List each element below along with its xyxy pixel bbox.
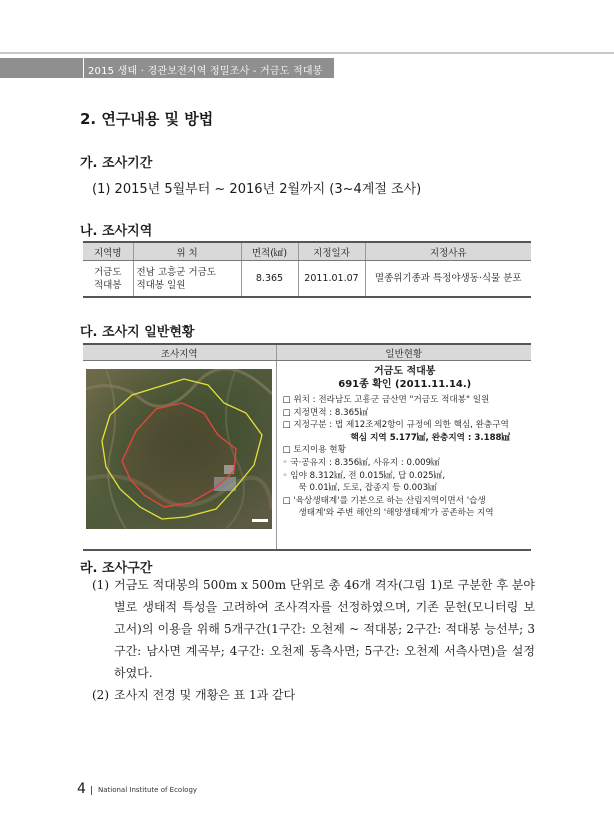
col-header-site: 조사지역 xyxy=(83,344,276,361)
overview-cell xyxy=(276,361,531,551)
running-title: 2015 생태 · 경관보전지역 정밀조사 - 거금도 적대봉 xyxy=(88,66,323,77)
paragraph-1 xyxy=(92,574,535,684)
cell-reason: 멸종위기종과 특정야생동·식물 분포 xyxy=(365,261,531,298)
col-header-date: 지정일자 xyxy=(298,242,365,261)
section-ra-title: 라. 조사구간 xyxy=(80,561,153,576)
cell-date: 2011.01.07 xyxy=(298,261,365,298)
col-header-area: 면적(㎢) xyxy=(241,242,298,261)
page-number: 4 xyxy=(77,781,86,797)
paragraph-2 xyxy=(92,684,535,706)
info-location: □ 위치 : 전라남도 고흥군 금산면 "거금도 적대봉" 일원 xyxy=(282,395,490,405)
cell-area: 8.365 xyxy=(241,261,298,298)
table-row xyxy=(83,261,531,298)
col-header-location: 위 치 xyxy=(133,242,241,261)
section-2-title: 2. 연구내용 및 방법 xyxy=(80,110,214,128)
paragraph-1-text: 거금도 적대봉의 500m x 500m 단위로 총 46개 격자(그림 1)로 구분한 후 분야별로 생태적 특성을 고려하여 조사격자를 선정하였으며, 기존 문헌(모니터링 보고서)의 이용을 위해 5개구간(1구간: 오천제 ~ 적대봉; 2구간: 적대봉 능선부; 3구간: 남사면 계곡부; 4구간: 오천제 동측사면; 5구간: 오천제 서측사면)을 설정하였다. xyxy=(114,578,535,680)
paragraph-1-num: (1) xyxy=(92,578,109,592)
header-rule xyxy=(0,52,614,54)
info-ecosystem: □ '육상생태계'를 기본으로 하는 산림지역이면서 '습생 xyxy=(282,495,486,506)
cell-name: 거금도 적대봉 xyxy=(83,261,133,298)
footer-org: National Institute of Ecology xyxy=(98,786,198,794)
col-header-overview: 일반현황 xyxy=(276,344,531,361)
species-count: 691종 확인 (2011.11.14.) xyxy=(338,379,472,390)
info-area: □ 지정면적 : 8.365㎢ xyxy=(282,407,369,418)
paragraph-2-text: 조사지 전경 및 개황은 표 1과 같다 xyxy=(114,688,296,702)
survey-area-table xyxy=(83,241,531,298)
col-header-reason: 지정사유 xyxy=(365,242,531,261)
site-name: 거금도 적대봉 xyxy=(374,366,436,377)
info-landuse: □ 토지이용 현황 xyxy=(282,445,346,456)
info-landtype: ◦ 임야 8.312㎢, 전 0.015㎢, 답 0.025㎢, xyxy=(282,470,445,481)
header-divider xyxy=(83,58,84,78)
section-da-title: 다. 조사지 일반현황 xyxy=(80,325,195,340)
cell-location: 전남 고흥군 거금도 적대봉 일원 xyxy=(133,261,241,298)
site-overview-table xyxy=(83,343,531,551)
info-ownership: ◦ 국·공유지 : 8.356㎢, 사유지 : 0.009㎢ xyxy=(282,457,440,468)
scale-bar xyxy=(252,519,268,522)
info-landtype-cont: 묵 0.01㎢, 도로, 잡종지 등 0.003㎢ xyxy=(298,483,437,494)
section-na-title: 나. 조사지역 xyxy=(80,224,153,239)
info-designation: □ 지정구분 : 법 제12조제2항이 규정에 의한 핵심, 완충구역 xyxy=(282,420,509,431)
site-aerial-map xyxy=(86,369,272,529)
info-ecosystem-cont: 생태계'와 주변 해안의 '해양생태계'가 공존하는 지역 xyxy=(298,508,494,519)
col-header-name: 지역명 xyxy=(83,242,133,261)
paragraph-2-num: (2) xyxy=(92,688,109,702)
section-ga-title: 가. 조사기간 xyxy=(80,156,153,171)
site-map-cell xyxy=(83,361,276,551)
survey-period: (1) 2015년 5월부터 ~ 2016년 2월까지 (3~4계절 조사) xyxy=(92,182,422,197)
footer-divider xyxy=(91,786,92,795)
info-zones: 핵심 지역 5.177㎢, 완충지역 : 3.188㎢ xyxy=(350,432,511,443)
